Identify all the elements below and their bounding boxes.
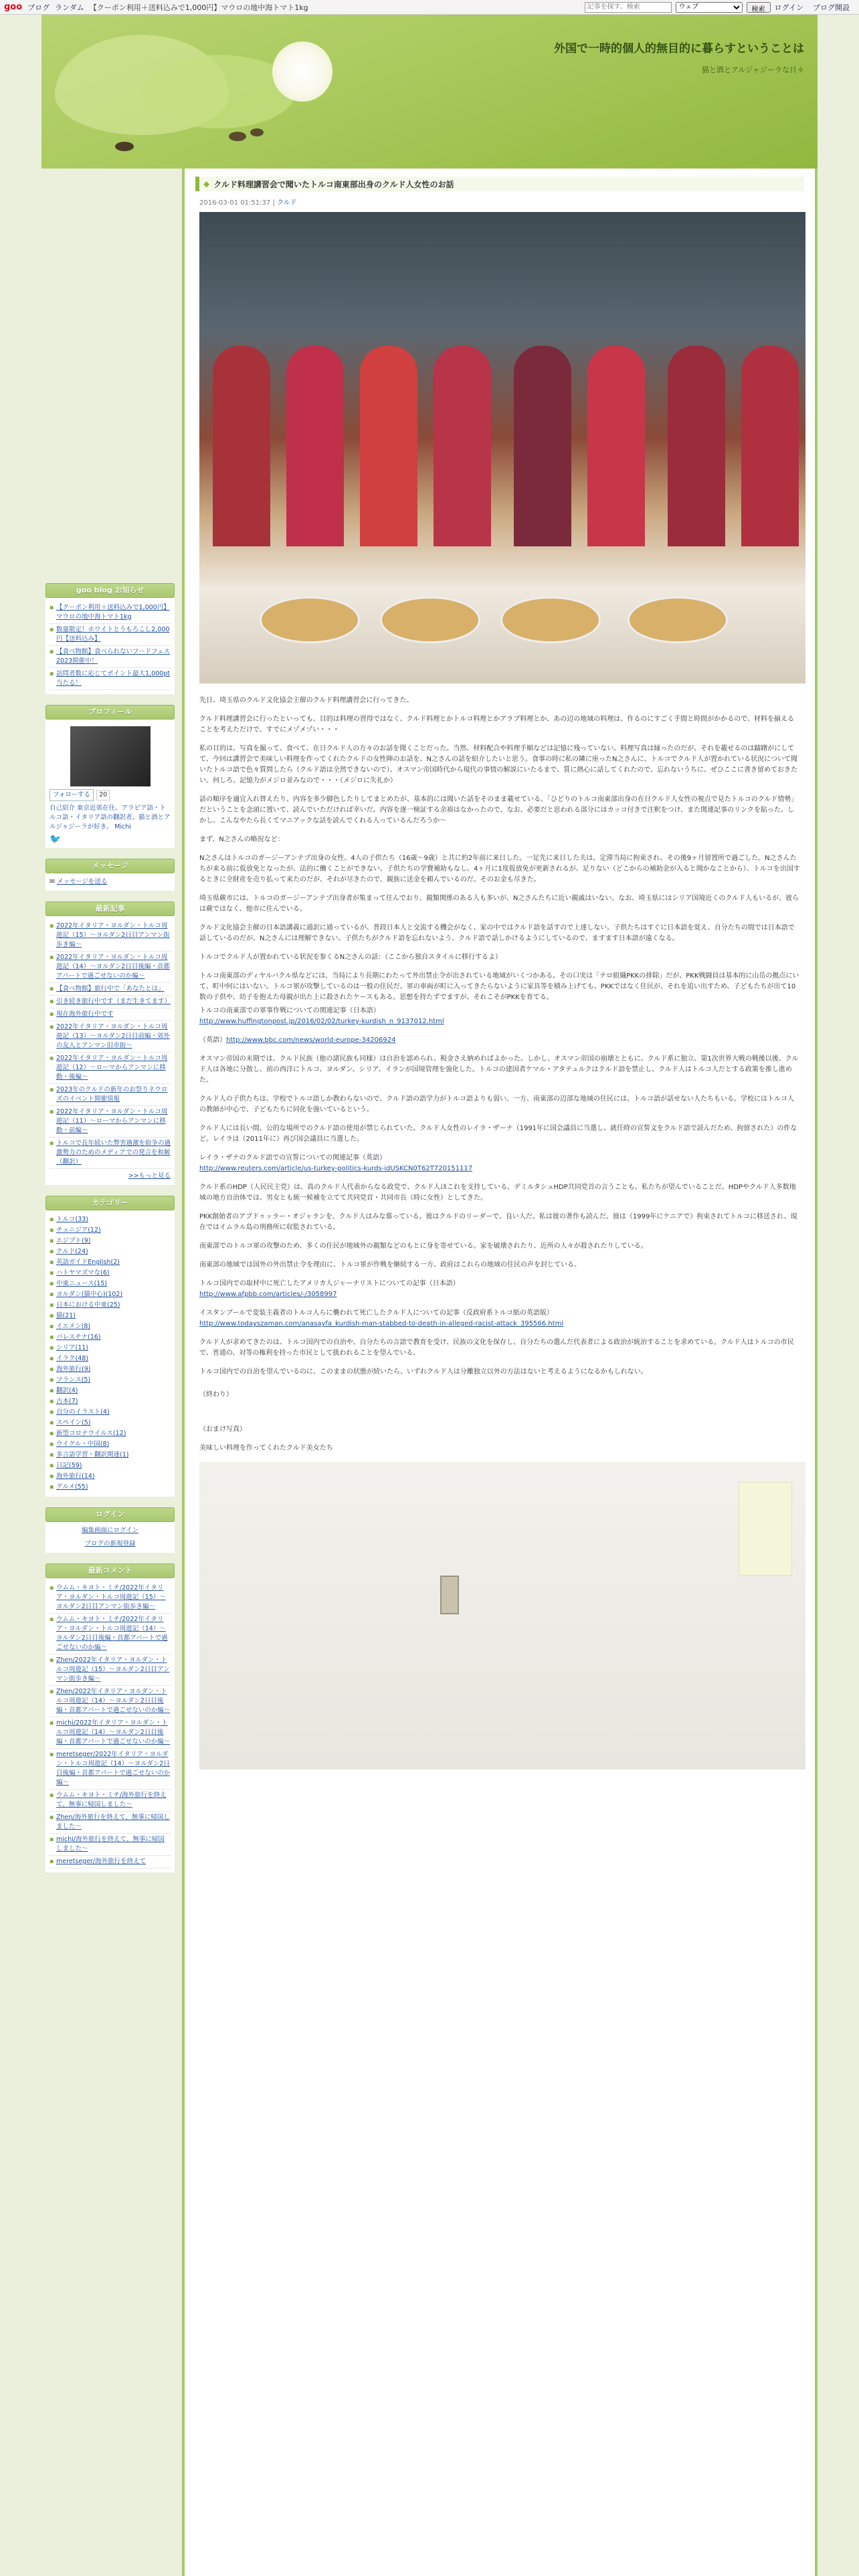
recent-post-item[interactable]: ▪ 2022年イタリア・ヨルダン・トルコ周遊記（15）～ヨルダン2日目アンマン街歩き編～ [50, 920, 171, 952]
tadpole-image [115, 142, 134, 151]
main-content [182, 169, 818, 2576]
paragraph: まず、N之さんの略況など： [199, 836, 284, 843]
comment-item[interactable]: ▪ ウムム・キヨト・ミチ/2022年イタリア・ヨルダン・トルコ周遊記（14）～ヨルダン2日目後編・首都アパートで過ごせないのか編～ [50, 1614, 171, 1654]
notice-item[interactable]: ▪ 【食べ物館】食べられないフードフェス2023開催中！ [50, 646, 171, 668]
category-item[interactable]: ▪ ヨルダン(猫中心)(102) [50, 1289, 171, 1300]
recent-post-item[interactable]: ▪ 2022年イタリア・ヨルダン・トルコ周遊記（12）～ローマからアンマンに移動・後編～ [50, 1053, 171, 1084]
notice-item[interactable]: ▪ 【クーポン利用＋送料込みで1,000円】マウロの地中海トマト1kg [50, 602, 171, 624]
comment-item[interactable]: ▪ Zhen/海外旅行を終えて、無事に帰国しました～ [50, 1812, 171, 1834]
paragraph: クルド人の子供たちは、学校でトルコ語しか教わらないので、クルド語の語学力がトルコ語よりも弱い。一方、南東部の辺部な地域の住民には、トルコ語が話せない人たちもいる。学校にはトルコ人の教師が中心で、子どもたちに同化を強いているという。 [199, 1095, 794, 1113]
new-blog-link[interactable]: ブログの新規登録 [84, 1540, 136, 1547]
category-item[interactable]: ▪ 日本における中東(25) [50, 1300, 171, 1311]
category-item[interactable]: ▪ クルド(24) [50, 1247, 171, 1257]
recent-post-item[interactable]: ▪ 引き続き旅行中です（まだ生きてます） [50, 996, 171, 1008]
article-link[interactable]: http://www.reuters.com/article/us-turkey-politics-kurds-idUSKCN0T62T720151117 [199, 1165, 473, 1172]
paragraph: トルコ国内での取材中に死亡したアメリカ人ジャーナリストについての記事（日本語） [199, 1280, 460, 1287]
profile-text: 自己紹介 東京近郊在住。アラビア語・トルコ語・イタリア語の翻訳者。猫と酒とアルジャジーラが好き。 Michi [50, 804, 171, 831]
comment-item[interactable]: ▪ Zhen/2022年イタリア・ヨルダン・トルコ周遊記（15）～ヨルダン2日目アンマン街歩き編～ [50, 1654, 171, 1686]
post-body [199, 695, 800, 1454]
paragraph: （おまけ写真） [199, 1426, 246, 1433]
nav-random-link[interactable]: ランダム [55, 3, 84, 12]
comment-item[interactable]: ▪ meretseger/海外旅行を終えて [50, 1856, 171, 1868]
recent-posts-widget [45, 901, 175, 1185]
recent-post-item[interactable]: ▪ 2023年のクルドの新年のお祭りネウロズのイベント開催情報 [50, 1084, 171, 1106]
blog-header [41, 15, 818, 169]
post-title-bar [195, 177, 804, 191]
category-item[interactable]: ▪ フランス(5) [50, 1375, 171, 1386]
paragraph: クルド文化協会主催の日本語講義に通訳に通っているが、普段日本人と交流する機会がなく、家の中ではクルド語を話すので上達しない。子供たちはすぐに日本語を覚え、自分たちの間では日本語で話しているのだが、N之さんには理解できない。子供たちがクルド語を忘れないよう、クルド語で話しかけるようにしているので、ますます日本語が遠くなる。 [199, 924, 795, 942]
login-widget [45, 1507, 175, 1553]
category-item[interactable]: ▪ 新型コロナウイルス(12) [50, 1428, 171, 1439]
category-item[interactable]: ▪ トルコ(33) [50, 1214, 171, 1225]
category-item[interactable]: ▪ ハトヤマズマな(6) [50, 1268, 171, 1279]
search-scope-select[interactable] [676, 2, 743, 13]
category-item[interactable]: ▪ シリア(11) [50, 1343, 171, 1354]
notice-title: goo blog お知らせ [45, 583, 175, 598]
category-item[interactable]: ▪ 自分のイラスト(4) [50, 1407, 171, 1418]
goo-logo[interactable]: goo [4, 2, 23, 12]
post-category-link[interactable]: クルド [276, 199, 297, 207]
recent-post-item[interactable]: ▪ 現在海外旅行中です [50, 1008, 171, 1021]
paragraph: レイラ・ザナのクルド語での宣誓についての関連記事（英語） [199, 1154, 386, 1162]
comments-title: 最新コメント [45, 1564, 175, 1578]
category-item[interactable]: ▪ 中東ニュース(15) [50, 1279, 171, 1289]
category-item[interactable]: ▪ イラク(48) [50, 1354, 171, 1364]
paragraph: 美味しい料理を作ってくれたクルド美女たち [199, 1444, 333, 1452]
lotus-flower-image [272, 41, 332, 102]
paragraph: （英語） [199, 1037, 226, 1044]
comment-item[interactable]: ▪ michi/2022年イタリア・ヨルダン・トルコ周遊記（14）～ヨルダン2日目後編・首都アパートで過ごせないのか編～ [50, 1717, 171, 1749]
paragraph: オスマン帝国の末期では、クルド民族（他の諸民族も同様）は自治を認められ、税金さえ納めればよかった。しかし、オスマン帝国の崩壊とともに、クルド系に独立、第1次世界大戦の戦後以後、クルド人は各地に分散し、前の西洋にトルコ、ヨルダン、シリア、イランが国境管理を強化した。トルコの建国者ケマル・アタテュルクはクルド語を禁止し、クルド人はトルコ人だとする政策を推し進めた。 [199, 1055, 799, 1084]
category-item[interactable]: ▪ 英語ガイドEnglish(2) [50, 1257, 171, 1268]
paragraph: クルド人が求めてきたのは、トルコ国内での自治や、自分たちの言語で教育を受け、民族の文化を保存し、自分たちの選んだ代表者による政治が統治することを求めている。クルド人はトルコの市民で、普通の、対等の権利を持った市民として扱われることを望んでいる。 [199, 1339, 794, 1357]
paragraph: トルコ南東部のディヤルバクル県などには、当局により長期にわたって外出禁止令が出されている地域がいくつかある。その口実は「テロ組織PKKの排除」だが、PKK戦闘員は基本的に山岳の拠点にいて、町中何にはいない。トルコ軍が攻撃しているのは一般の住民だ。軍の車両が町に入ってきたらないように家具等を積み上げても、PKKではなく住民が、それを追い出すため、子どもたちが出て10数の子供や、幼子を抱えた母親が出た上に殺されたケースもある。思想を持たずでますが、それこそがPKKを育てる。 [199, 972, 799, 1001]
paragraph: 私の目的は、写真を撮って、食べて、在日クルド人の方々のお話を聞くことだった。当然、材料配合や料理手順などは記憶に残っていない。料理写真は縁ったのだが、それを載せるのは躊躇がにしてて、今回は講習会で美味しい料理を作ってくれたクルドの女性陣のお話を、N之さんの話を紹介したいと思う。食事の時に私の隣に座ったN之さんに、トルコでクルド人が置かれている状況について聞いたトルコ語で色々質問したら（クルド語は全然できないので）、オスマン帝国時代から現代の事情の解説にいたるまで、質に熱心に話してくれたので、忘れないうちに、ぜひここに書き留めておきたい。何しろ、記憶力がメジロ並みなので・・・（メジロに失礼か） [199, 745, 797, 784]
paragraph: PKK創始者のアブドゥッラー・オジャランを、クルド人はみな慕っている。彼はクルドのリーダーで、良い人だ。私は彼の著作も読んだ。彼は（1999年にケニアで）拘束されてトルコに移送され、現在ではイムラル島の刑務所に収監されている。 [199, 1213, 797, 1231]
article-link[interactable]: http://www.afpbb.com/articles/-/3058997 [199, 1291, 337, 1298]
group-photo [199, 212, 805, 683]
category-title: カテゴリー [45, 1196, 175, 1210]
category-item[interactable]: ▪ ウイグル・中国(8) [50, 1439, 171, 1450]
profile-widget [45, 705, 175, 848]
recent-post-item[interactable]: ▪ 2022年イタリア・ヨルダン・トルコ周遊記（11）～ローマからアンマンに移動・前編～ [50, 1106, 171, 1138]
paragraph: 埼玉県蕨市には、トルコのガージーアンテプ出身者が集まって住んでおり、親類関係のある人も多いが、N之さんたちに近い親戚はいない。なお、埼玉県にはシリア国境近くのクルド人もいるが、彼らは蕨ではなく、他市に住んでいる。 [199, 895, 799, 913]
profile-title: プロフィール [45, 705, 175, 720]
more-posts-link[interactable]: >>もっと見る [128, 1172, 171, 1180]
message-widget [45, 859, 175, 891]
category-item[interactable]: ▪ 古本(7) [50, 1396, 171, 1407]
category-item[interactable]: ▪ 日記(59) [50, 1461, 171, 1471]
edit-login-link[interactable]: 編集画面にログイン [81, 1527, 139, 1534]
recent-post-item[interactable]: ▪ 【食べ物館】旅行中で「あなたとは」 [50, 983, 171, 996]
category-item[interactable]: ▪ エジプト(9) [50, 1236, 171, 1247]
comment-item[interactable]: ▪ meretseger/2022年イタリア・ヨルダン・トルコ周遊記（14）～ヨルダン2日目後編・首都アパートで過ごせないのか編～ [50, 1749, 171, 1790]
search-button[interactable]: 検索 [747, 2, 771, 13]
post-title-icon: ◆ [203, 179, 210, 189]
recent-post-item[interactable]: ▪ トルコで長年続いた弊害過激を紛争の過激勢力のためのメディアでの発言を和解（翻訳） [50, 1138, 171, 1169]
register-link[interactable]: ブログ開設 [813, 3, 850, 12]
paragraph: 南東部でのトルコ軍の攻撃のため、多くの住民が地域外の親類などのもとに身を寄せている。家を破壊されたり、近所の人々が殺されたりしている。 [199, 1243, 648, 1250]
category-item[interactable]: ▪ 海外旅行(9) [50, 1364, 171, 1375]
ad-link[interactable]: 【クーポン利用＋送料込みで1,000円】マウロの地中海トマト1kg [89, 3, 308, 12]
category-widget [45, 1196, 175, 1497]
post-date: 2016-03-01 01:51:37 [199, 199, 271, 207]
post-meta: 2016-03-01 01:51:37 | クルド [199, 199, 297, 207]
follow-button[interactable]: フォローする [50, 789, 94, 801]
mail-icon: ✉ [50, 878, 57, 885]
notice-item[interactable]: ▪ 訪問者数に応じてポイント最大1,000pt当たる！ [50, 668, 171, 690]
paragraph: （終わり） [199, 1391, 233, 1398]
comment-item[interactable]: ▪ michi/海外旅行を終えて、無事に帰国しました～ [50, 1834, 171, 1856]
paragraph: クルド系のHDP（人民民主党）は、真のクルド人代表からなる政党で、クルド人ほこれを支持している。デミルタシュHDP共同党首の言うことも、私たちが望んでいることだ。HDPやクルド人多数地域の地方自治体では、男女とも統一候補を立てて共同党首・共同市長（時に女性）としてきた。 [199, 1184, 796, 1202]
comments-widget [45, 1564, 175, 1872]
category-item[interactable]: ▪ 海外旅行(14) [50, 1471, 171, 1482]
paragraph: トルコ国内での自治を望んでいるのに、このままの状態が続いたら、いずれクルド人は分離独立以外の方法はないと考えるようになるかもしれない。 [199, 1368, 648, 1376]
send-message-link[interactable]: メッセージを送る [56, 878, 108, 885]
frog-image [229, 132, 246, 141]
paragraph: 話の順序を適宜入れ替えたり、内容を多少脚色したりしてまとめたが、基本的には聞いた話をそのまま載せている。「ひどりのトルコ南東部出身の在日クルド人女性の視点で見たトルコのクルド情勢」だということを念頭に置いて、読んでいただければ幸いだ。内容を逐一検証する余裕はなかったので、なお、必要だと思われる部分にはカッコ付きで注釈をつけ、また関連記事のリンクを貼った。しかし、こんなやたら長くてマニアックな話を読んでくれる人っているんだろうか～ [199, 796, 798, 825]
light-switch-image [440, 1576, 459, 1614]
article-link[interactable]: http://www.huffingtonpost.jp/2016/02/02/turkey-kurdish_n_9137012.html [199, 1018, 444, 1025]
category-item[interactable]: ▪ グルメ(55) [50, 1482, 171, 1493]
comment-item[interactable]: ▪ ウムム・キヨト・ミチ/海外旅行を終えて、無事に帰国しました～ [50, 1790, 171, 1812]
article-link[interactable]: http://www.todayszaman.com/anasayfa_kurdish-man-stabbed-to-death-in-alleged-racist-attack_395566.html [199, 1320, 564, 1327]
category-item[interactable]: ▪ スペイン(5) [50, 1418, 171, 1428]
frog-image [250, 128, 264, 136]
paragraph: 先日、埼玉県のクルド文化協会主催のクルド料理講習会に行ってきた。 [199, 697, 413, 704]
paragraph: トルコの南東部での軍事作戦についての関連記事（日本語） [199, 1007, 380, 1014]
category-item[interactable]: ▪ チュニジア(12) [50, 1225, 171, 1236]
notice-item[interactable]: ▪ 数量限定！ホワイトとうもろこし2,000円【送料込み】 [50, 624, 171, 646]
message-title: メッセージ [45, 859, 175, 873]
paragraph: トルコでクルド人が置かれている状況を参くるN之さんの話：（ここから独自スタイルに移行するよ） [199, 954, 502, 961]
notice-widget [45, 583, 175, 694]
paragraph: クルド料理講習会に行ったといっても、目的は料理の習得ではなく、クルド料理とかトルコ料理とかアラブ料理とか、あの辺の地域の料理は、作るのにすごく手間と時間がかかるので、材料を揃えることを考えただけで、すでにメゾメゾい・・・ [199, 716, 794, 734]
paragraph: クルド人には長い間、公的な場所でのクルド語の使用が禁じられていた。クルド人女性のレイラ・ザーナ（1991年に国会議員に当選し、就任時の宣誓文をクルド語で読んだため、拘留された）の件など。レイラは（2011年に）再び国会議員に当選した。 [199, 1125, 797, 1143]
comment-item[interactable]: ▪ Zhen/2022年イタリア・ヨルダン・トルコ周遊記（14）～ヨルダン2日目後編・首都アパートで過ごせないのか編～ [50, 1686, 171, 1717]
kitchen-photo [199, 1462, 805, 1769]
paragraph: イスタンブールで変装主義者のトルコ人らに襲われて死亡したクルド人についての記事（反政府系トルコ紙の英語版） [199, 1309, 553, 1317]
category-item[interactable]: ▪ イエメン(8) [50, 1321, 171, 1332]
comment-item[interactable]: ▪ ウムム・キヨト・ミチ/2022年イタリア・ヨルダン・トルコ周遊記（15）～ヨルダン2日目アンマン街歩き編～ [50, 1582, 171, 1614]
login-title: ログイン [45, 1507, 175, 1522]
category-item[interactable]: ▪ パレスチナ(16) [50, 1332, 171, 1343]
recent-post-item[interactable]: ▪ 2022年イタリア・ヨルダン・トルコ周遊記（14）～ヨルダン2日目後編・首都アパートで過ごせないのか編～ [50, 952, 171, 983]
recent-title: 最新記事 [45, 901, 175, 916]
top-toolbar [0, 0, 859, 15]
towel-image [739, 1482, 792, 1576]
login-link[interactable]: ログイン [774, 3, 803, 12]
blog-subtitle: 猫と酒とアルジャジーラな日々 [701, 66, 804, 74]
post-title[interactable]: クルド料理講習会で聞いたトルコ南東部出身のクルド人女性のお話 [213, 179, 454, 189]
category-item[interactable]: ▪ 多言語学習・翻訳関連(1) [50, 1450, 171, 1461]
search-input[interactable] [585, 2, 672, 13]
category-item[interactable]: ▪ 猫(21) [50, 1311, 171, 1321]
nav-blog-link[interactable]: ブログ [27, 3, 50, 12]
paragraph: 南東部の地域では国外の外出禁止令を理由に、トルコ軍が作戦を継続する一方、政府はこれらの地域の住民の声を封じている。 [199, 1261, 581, 1269]
recent-post-item[interactable]: ▪ 2022年イタリア・ヨルダン・トルコ周遊記（13）～ヨルダン2日目前編・郊外の友人とアンマン旧市街～ [50, 1021, 171, 1053]
twitter-icon[interactable]: 🐦 [50, 834, 62, 845]
article-link[interactable]: http://www.bbc.com/news/world-europe-34206924 [226, 1037, 396, 1044]
follower-count: 20 [96, 790, 110, 800]
paragraph: N之さんはトルコのガージーアンテプ出身の女性。4人の子供たち（16歳～9歳）と共に約2年前に来日した。一足先に来日した夫は、定滞当局に拘束され、その後9ヶ月留置所で過ごした。N之さんたちが来る前に仮放免となったが、法的に働くことができない。子供たちの学費補助もなし。4ヶ月に1度仮放免が更新されるが、足りない（どこからの補助金が入ると聞かなことから）、トルコを出国するときに全財産を売り払って来たのだが、それが尽きたので、親族に送金を頼んでいるのだ。そのお金も尽きた。 [199, 855, 800, 883]
avatar[interactable] [70, 726, 151, 786]
sidebar [41, 169, 179, 1872]
category-item[interactable]: ▪ 翻訳(4) [50, 1386, 171, 1396]
blog-title[interactable]: 外国で一時的個人的無目的に暮らすということは [554, 42, 804, 56]
